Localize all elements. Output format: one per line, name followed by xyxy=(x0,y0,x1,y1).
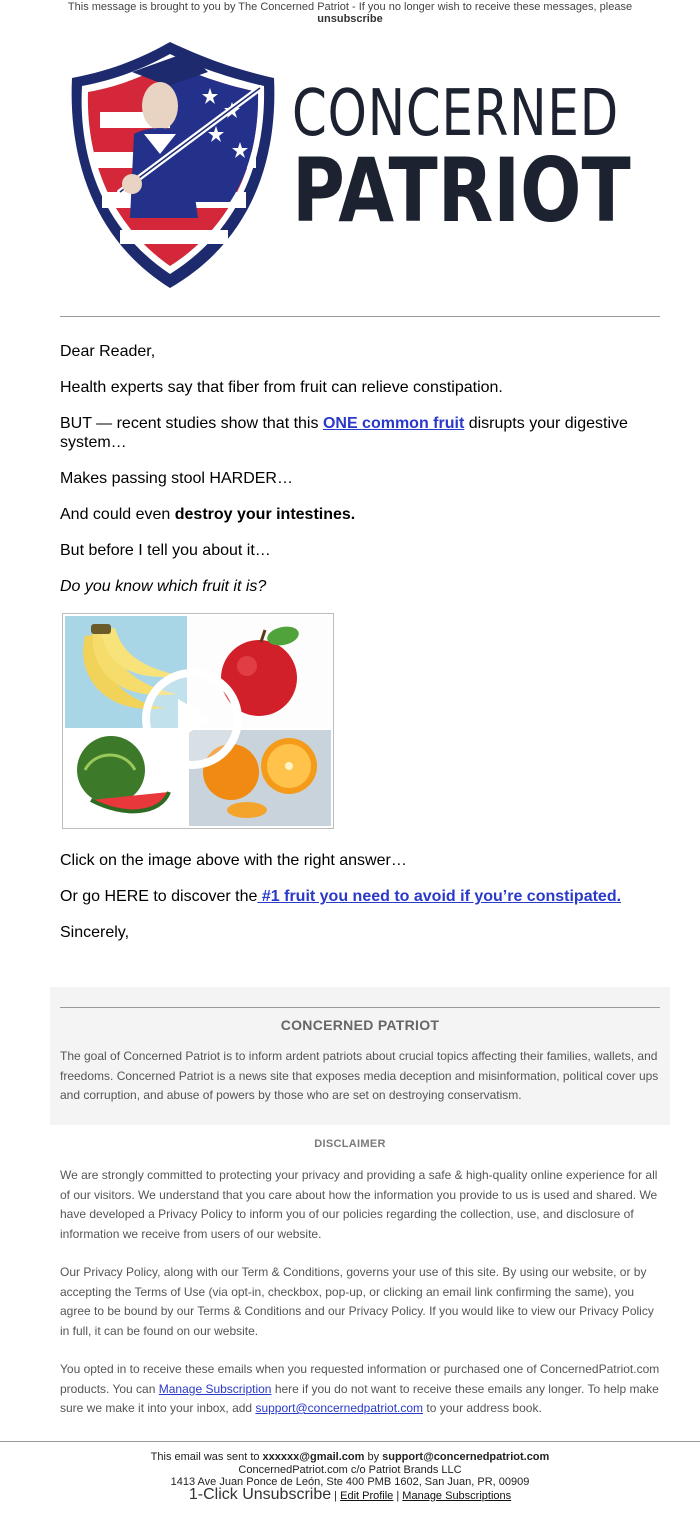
paragraph-4-bold: destroy your intestines. xyxy=(174,506,356,523)
divider xyxy=(60,316,660,317)
about-divider xyxy=(60,1007,660,1008)
one-common-fruit-link[interactable]: ONE common fruit xyxy=(322,415,465,432)
paragraph-8-text: Or go HERE to discover the xyxy=(60,888,258,905)
about-section xyxy=(50,987,670,1125)
paragraph-2-text-after: disrupts your digestive system… xyxy=(60,415,628,451)
paragraph-2-text: BUT — recent studies show that this xyxy=(60,415,323,432)
about-text: The goal of Concerned Patriot is to inform ardent patriots about crucial topics affecting their families, wallets, and freedoms. Concerned Patriot is a news site that exposes media deception and misinformation, political cover ups and corruption, and abuse of powers by those who are set on destroying conservatism. xyxy=(60,1049,659,1102)
footer-links xyxy=(0,1485,700,1503)
by-text: by xyxy=(364,1451,383,1463)
signoff: Sincerely, xyxy=(60,924,130,941)
paragraph-1: Health experts say that fiber from fruit can relieve constipation. xyxy=(60,379,503,396)
email-body xyxy=(60,342,660,959)
preheader xyxy=(0,0,700,27)
unsubscribe-link[interactable]: unsubscribe xyxy=(317,13,383,25)
fruit-quiz-image[interactable] xyxy=(62,613,334,829)
support-email-link[interactable]: support@concernedpatriot.com xyxy=(255,1401,424,1415)
play-button[interactable] xyxy=(142,669,242,769)
disclaimer-title: DISCLAIMER xyxy=(314,1138,386,1150)
disclaimer-paragraph-3 xyxy=(60,1360,660,1419)
paragraph-4-text: And could even xyxy=(60,506,175,523)
disclaimer-paragraph-1: We are strongly committed to protecting your privacy and providing a safe & high-quality online experience for all of our visitors. We understand that you care about how the information you provide to us is used and shared. We have developed a Privacy Policy to inform you of our policies regarding the collection, use, and disclosure of information we receive from users of our website. xyxy=(60,1168,658,1241)
paragraph-7: Click on the image above with the right answer… xyxy=(60,852,407,869)
wordmark-patriot: PATRIOT xyxy=(292,139,631,242)
disclaimer-section xyxy=(60,1166,660,1438)
separator: | xyxy=(331,1489,341,1502)
greeting: Dear Reader, xyxy=(60,343,156,360)
paragraph-6 xyxy=(60,577,660,596)
paragraph-2 xyxy=(60,414,660,452)
disclaimer-paragraph-2: Our Privacy Policy, along with our Term & Conditions, governs your use of this site. By using our website, or by accepting the Terms of Use (via opt-in, checkbox, pop-up, or clicking an email link confirming the same), you agree to be bound by our Terms & Conditions and our Privacy Policy. If you would like to view our Privacy Policy in full, it can be found on our website. xyxy=(60,1265,654,1338)
footer-divider xyxy=(0,1441,700,1442)
question-text: Do you know which fruit it is? xyxy=(60,578,267,595)
sent-prefix: This email was sent to xyxy=(150,1451,263,1463)
separator: | xyxy=(393,1489,403,1502)
preheader-text: This message is brought to you by The Concerned Patriot - If you no longer wish to receive these messages, please xyxy=(67,1,633,13)
fruit-to-avoid-link[interactable]: #1 fruit you need to avoid if you’re constipated. xyxy=(257,888,622,905)
one-click-unsubscribe[interactable]: 1-Click Unsubscribe xyxy=(188,1485,332,1503)
manage-subscription-link[interactable]: Manage Subscription xyxy=(158,1381,272,1396)
disclaimer-text-b: here if you do not want to receive these emails any longer. To help make sure we make it into your inbox, add xyxy=(60,1381,659,1415)
disclaimer-text-c: to your address book. xyxy=(423,1401,542,1415)
company-address: 1413 Ave Juan Ponce de León, Ste 400 PMB 1602, San Juan, PR, 00909 xyxy=(170,1476,530,1488)
wordmark xyxy=(292,77,652,242)
company-name: ConcernedPatriot.com c/o Patriot Brands LLC xyxy=(238,1463,462,1476)
wordmark-concerned: CONCERNED xyxy=(292,77,619,151)
paragraph-3: Makes passing stool HARDER… xyxy=(60,470,293,487)
logo[interactable] xyxy=(60,42,660,288)
sent-to-line xyxy=(0,1451,700,1464)
manage-subscriptions-link[interactable]: Manage Subscriptions xyxy=(402,1489,512,1502)
patriot-shield-logo xyxy=(60,42,290,288)
about-title: CONCERNED PATRIOT xyxy=(280,1017,440,1033)
paragraph-5: But before I tell you about it… xyxy=(60,542,271,559)
disclaimer-text-a: You opted in to receive these emails when you requested information or purchased one of ConcernedPatriot.com products. You can xyxy=(60,1362,660,1396)
footer xyxy=(0,1451,700,1502)
paragraph-4 xyxy=(60,505,660,524)
paragraph-8 xyxy=(60,887,660,906)
edit-profile-link[interactable]: Edit Profile xyxy=(340,1489,394,1502)
play-icon xyxy=(174,697,214,741)
sender-email: support@concernedpatriot.com xyxy=(382,1451,550,1463)
recipient-email: xxxxxx@gmail.com xyxy=(262,1451,365,1463)
